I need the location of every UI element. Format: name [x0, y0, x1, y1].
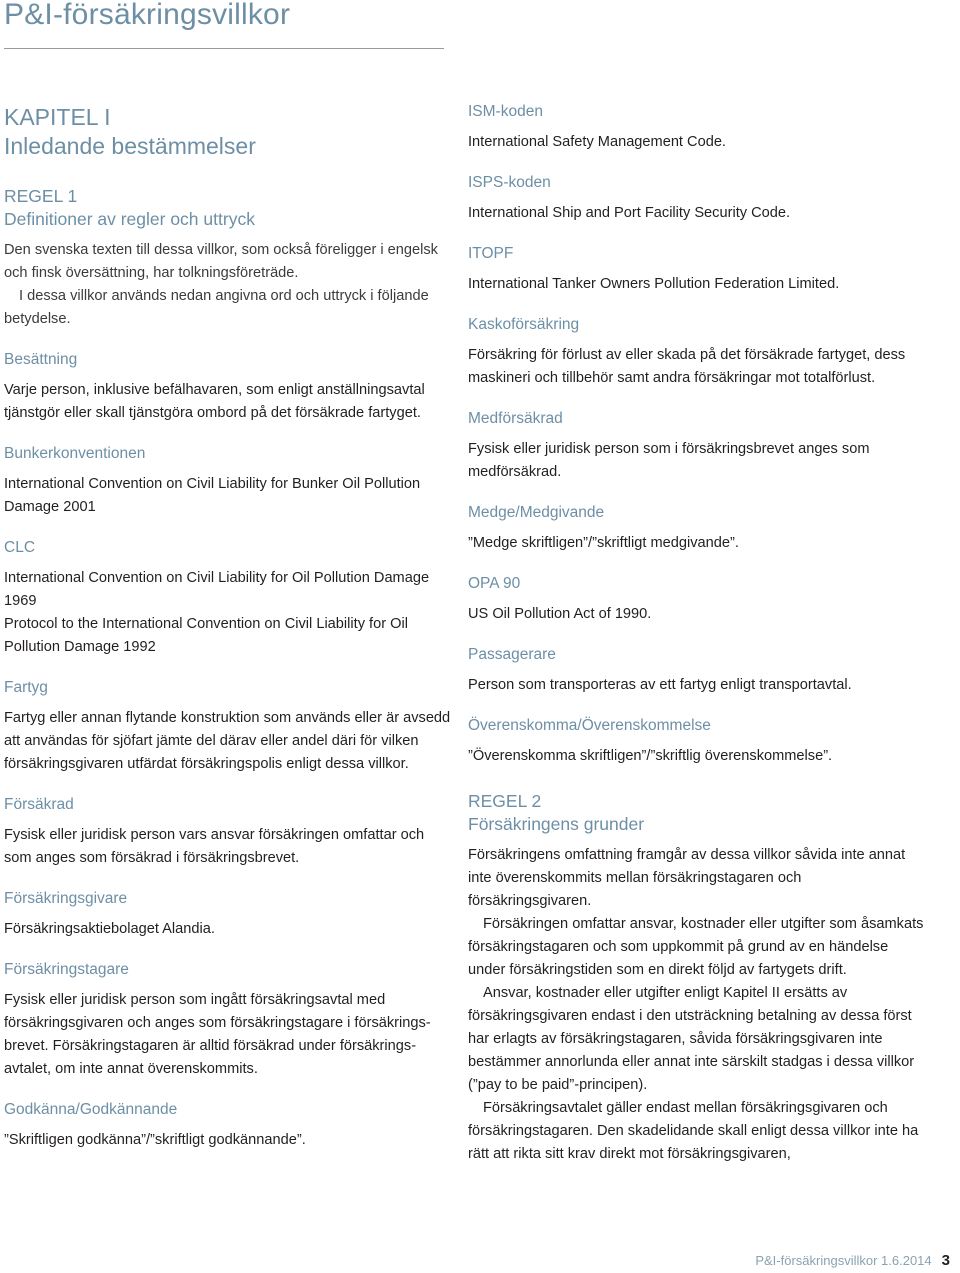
- def-medge: ”Medge skriftligen”/”skriftligt medgivande”.: [468, 535, 739, 551]
- regel2-title: Försäkringens grunder: [468, 814, 645, 834]
- term-bunkerkonventionen: Bunkerkonventionen: [4, 445, 146, 462]
- def-overenskomma: ”Överenskomma skriftligen”/”skriftlig överenskommelse”.: [468, 748, 833, 764]
- term-besattning: Besättning: [4, 351, 78, 368]
- regel2-paragraph-1: Försäkringens omfattning framgår av dessa villkor såvida inte annat inte överenskommits mellan försäkringstagaren och försäkringsgivaren.: [468, 847, 906, 909]
- page-title: P&I-försäkringsvillkor: [4, 0, 291, 31]
- page-footer: [755, 1252, 950, 1269]
- regel1-title: Definitioner av regler och uttryck: [4, 209, 255, 229]
- chapter-label: KAPITEL I: [4, 104, 111, 130]
- def-opa90: US Oil Pollution Act of 1990.: [468, 606, 652, 622]
- right-column: [468, 101, 928, 1166]
- def-besattning: Varje person, inklusive befälhavaren, som enligt anställningsavtal tjänstgör eller skall tjänstgöra ombord på det försäkrade fartyget.: [4, 382, 425, 421]
- title-divider: [4, 48, 444, 49]
- term-medge: Medge/Medgivande: [468, 504, 605, 521]
- def-forsakringsgivare: Försäkringsaktiebolaget Alandia.: [4, 921, 215, 937]
- term-isps-koden: ISPS-koden: [468, 174, 551, 191]
- def-clc-2: Protocol to the International Convention on Civil Liability for Oil Pollution Damage 1992: [4, 616, 408, 655]
- def-clc-1: International Convention on Civil Liability for Oil Pollution Damage 1969: [4, 570, 430, 609]
- term-clc: CLC: [4, 539, 36, 556]
- def-passagerare: Person som transporteras av ett fartyg enligt transportavtal.: [468, 677, 852, 693]
- left-column: [4, 103, 454, 1152]
- regel1-label: REGEL 1: [4, 186, 78, 206]
- regel2-paragraph-2: Försäkringen omfattar ansvar, kostnader eller utgifter som åsamkats försäkringstagaren och som uppkommit på grund av en händelse under försäkringstiden som en direkt följd av fartygets drift.: [468, 916, 924, 978]
- def-forsakringstagare: Fysisk eller juridisk person som ingått försäkringsavtal med försäkringsgivaren och anges som försäkringstagare i försäkrings-brevet. Försäkringstagaren är alltid försäkrad under försäkrings-avtalet, om inte annat överenskommits.: [4, 992, 431, 1077]
- term-kaskoforsakring: Kaskoförsäkring: [468, 316, 580, 333]
- regel2-label: REGEL 2: [468, 791, 542, 811]
- term-passagerare: Passagerare: [468, 646, 556, 663]
- term-godkanna: Godkänna/Godkännande: [4, 1101, 178, 1118]
- def-kaskoforsakring: Försäkring för förlust av eller skada på det försäkrade fartyget, dess maskineri och tillbehör samt andra försäkringar mot totalförlust.: [468, 347, 906, 386]
- regel2-paragraph-4: Försäkringsavtalet gäller endast mellan försäkringsgivaren och försäkringstagaren. Den skadelidande skall enligt dessa villkor inte ha rätt att rikta sitt krav direkt mot försäkringsgivaren,: [468, 1100, 919, 1162]
- term-itopf: ITOPF: [468, 245, 514, 262]
- def-fartyg: Fartyg eller annan flytande konstruktion som används eller är avsedd att användas för sjöfart jämte del därav eller andel däri för vilken försäkringsgivaren utfärdat försäkringspolis enligt dessa villkor.: [4, 710, 451, 772]
- term-ism-koden: ISM-koden: [468, 103, 543, 120]
- def-bunkerkonventionen: International Convention on Civil Liability for Bunker Oil Pollution Damage 2001: [4, 476, 421, 515]
- page-number: 3: [941, 1252, 950, 1269]
- def-forsakrad: Fysisk eller juridisk person vars ansvar försäkringen omfattar och som anges som försäkrad i försäkringsbrevet.: [4, 827, 425, 866]
- term-forsakringsgivare: Försäkringsgivare: [4, 890, 128, 907]
- footer-document-name: P&I-försäkringsvillkor 1.6.2014: [755, 1253, 932, 1268]
- chapter-title: Inledande bestämmelser: [4, 133, 256, 159]
- def-ism-koden: International Safety Management Code.: [468, 134, 726, 150]
- def-medforsakrad: Fysisk eller juridisk person som i försäkringsbrevet anges som medförsäkrad.: [468, 441, 870, 480]
- term-overenskomma: Överenskomma/Överenskommelse: [468, 717, 711, 734]
- term-forsakringstagare: Försäkringstagare: [4, 961, 129, 978]
- def-itopf: International Tanker Owners Pollution Federation Limited.: [468, 276, 840, 292]
- def-isps-koden: International Ship and Port Facility Security Code.: [468, 205, 791, 221]
- term-opa90: OPA 90: [468, 575, 521, 592]
- term-medforsakrad: Medförsäkrad: [468, 410, 563, 427]
- def-godkanna: ”Skriftligen godkänna”/”skriftligt godkännande”.: [4, 1132, 306, 1148]
- regel2-paragraph-3: Ansvar, kostnader eller utgifter enligt Kapitel II ersätts av försäkringsgivaren endast i den utsträckning betalning av dessa först har erlagts av försäkringstagaren, såvida försäkringsgivaren inte bestämmer annorlunda eller annat inte särskilt stadgas i dessa villkor (”pay to be paid”-principen).: [468, 985, 915, 1093]
- intro-paragraph-2: I dessa villkor används nedan angivna ord och uttryck i följande betydelse.: [4, 288, 429, 327]
- term-fartyg: Fartyg: [4, 679, 48, 696]
- term-forsakrad: Försäkrad: [4, 796, 74, 813]
- intro-paragraph-1: Den svenska texten till dessa villkor, som också föreligger i engelsk och finsk översättning, har tolkningsföreträde.: [4, 242, 438, 281]
